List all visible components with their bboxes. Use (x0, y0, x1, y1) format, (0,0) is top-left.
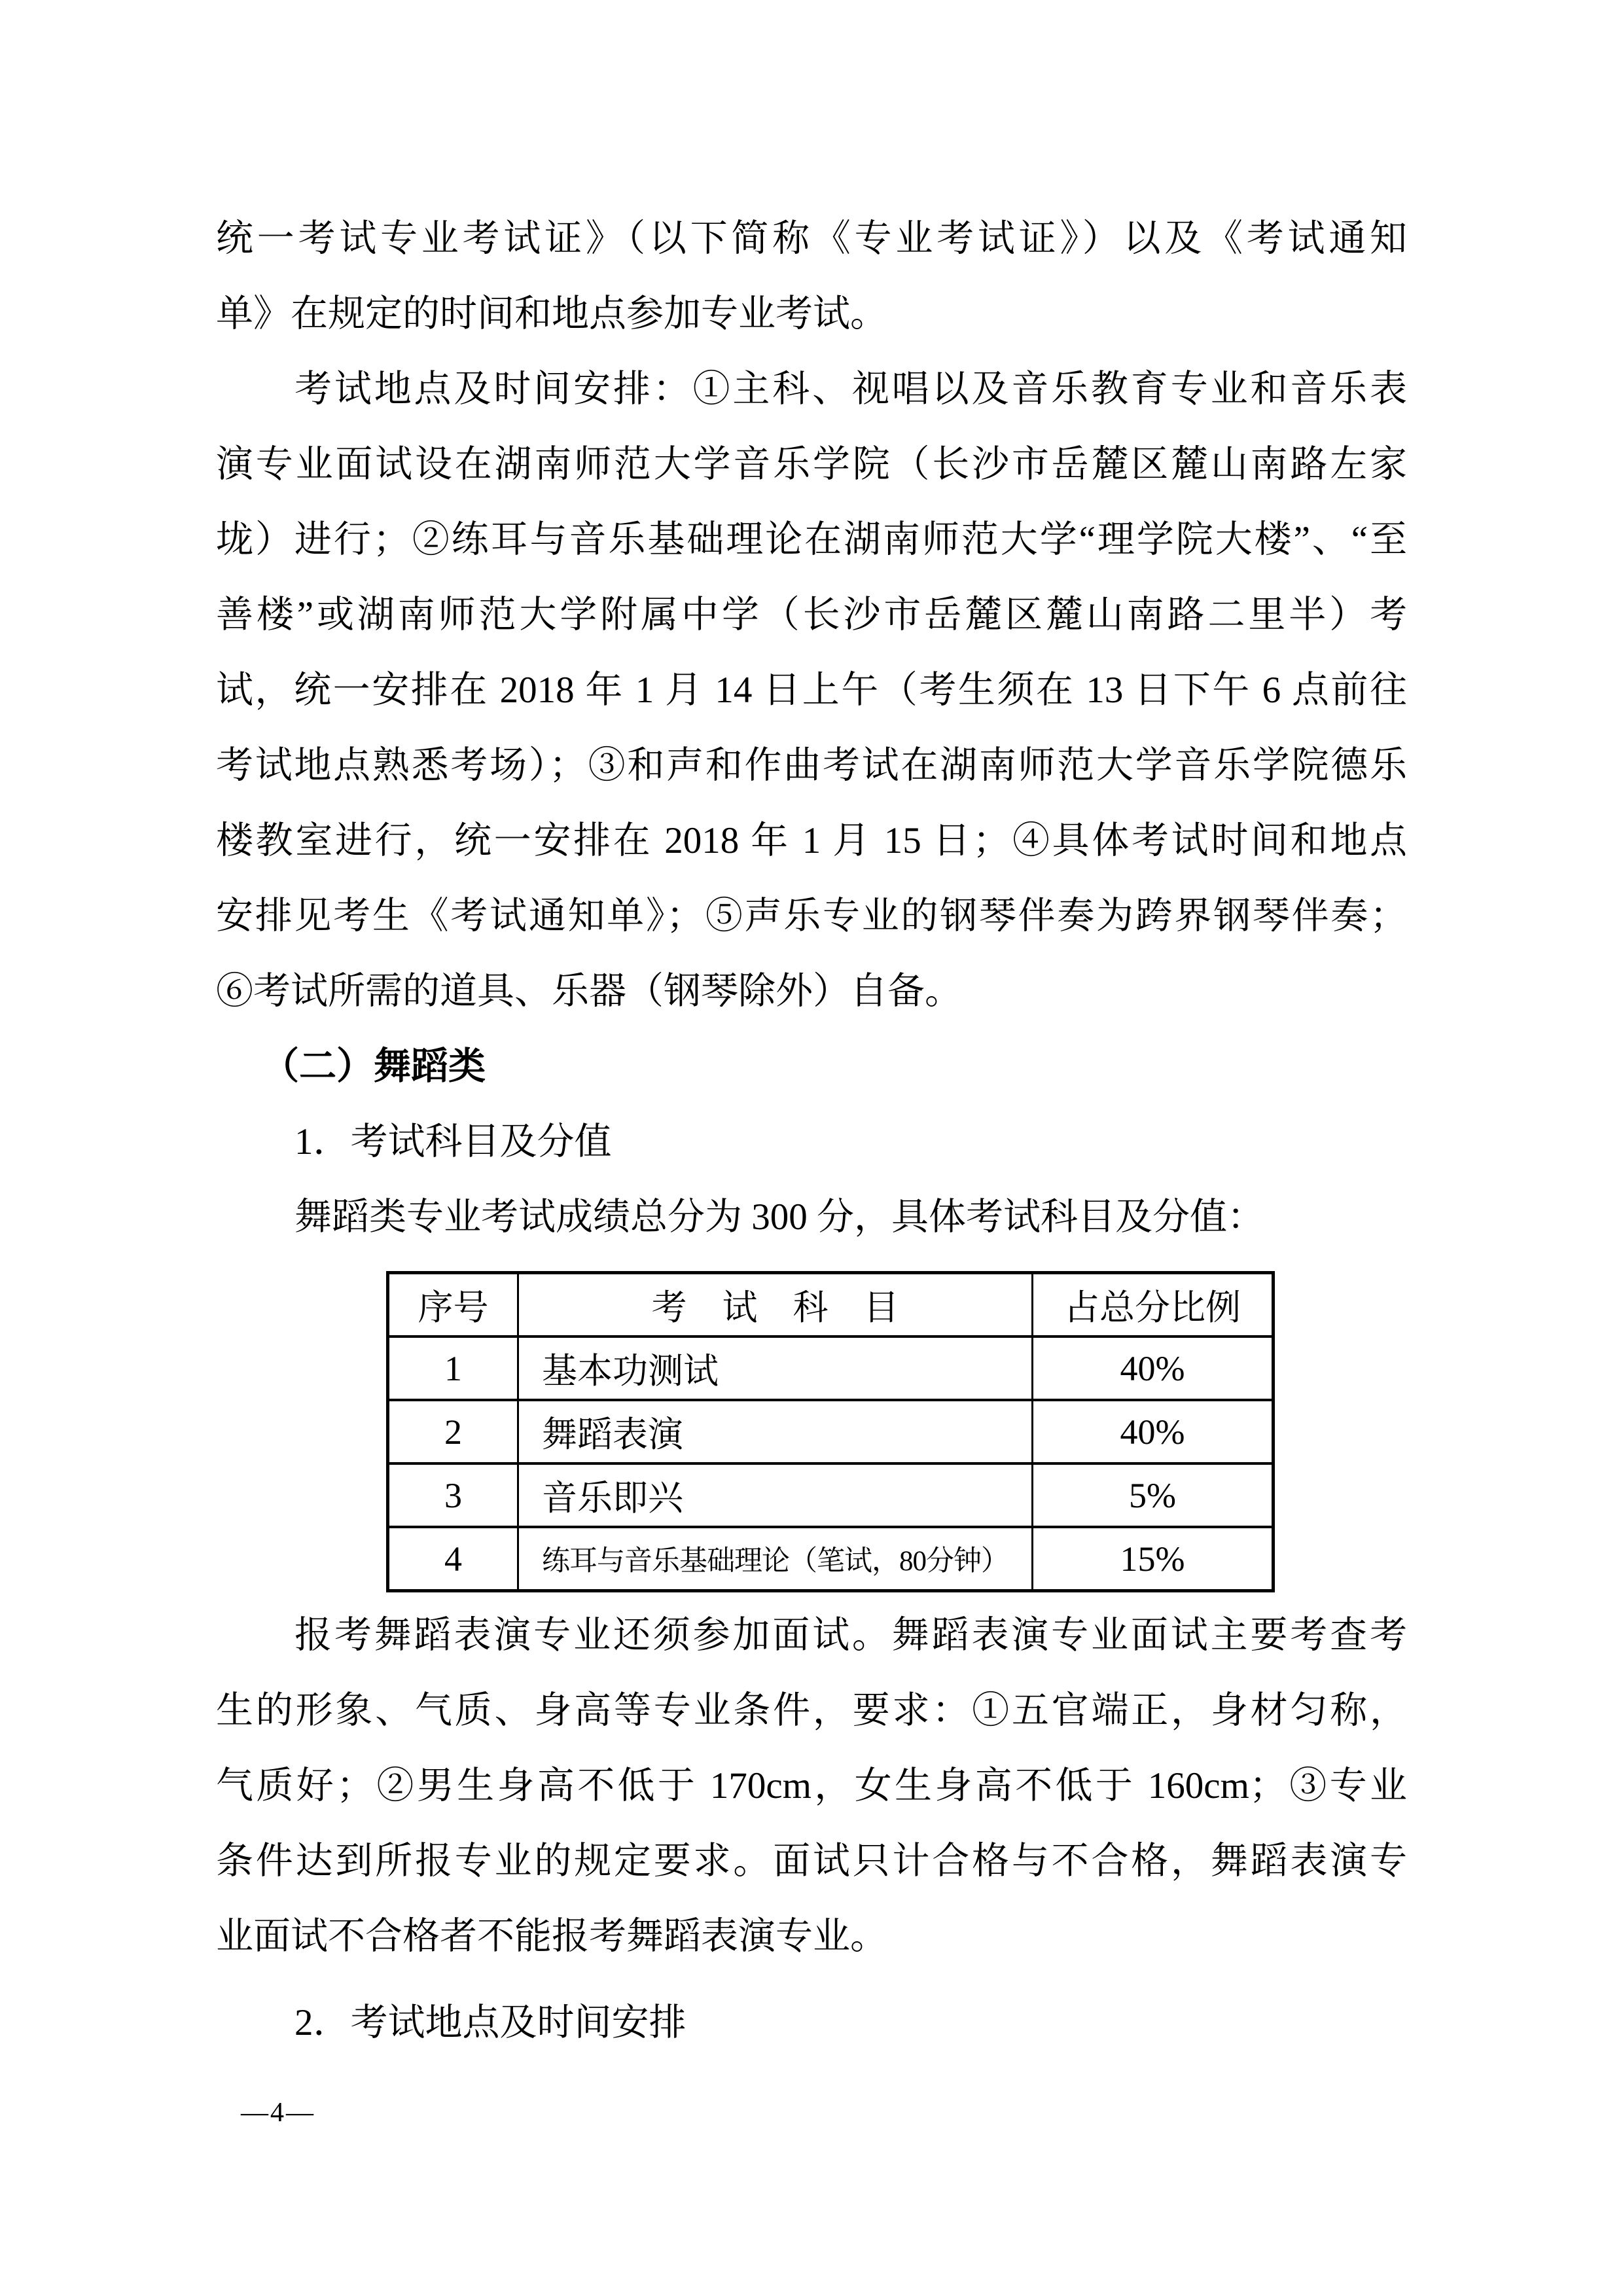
table-row (388, 1400, 1274, 1463)
document-body (216, 201, 1407, 2060)
cell-row2-ratio: 40% (1033, 1400, 1274, 1463)
text-line-5: 垅）进行；②练耳与音乐基础理论在湖南师范大学“理学院大楼”、“至 (216, 519, 1407, 560)
table-row (388, 1527, 1274, 1591)
text-line-17: 气质好；②男生身高不低于 170cm，女生身高不低于 160cm；③专业 (216, 1765, 1407, 1806)
score-table (386, 1271, 1275, 1592)
cell-row3-no: 3 (388, 1463, 518, 1527)
cell-row1-ratio: 40% (1033, 1336, 1274, 1400)
text-line-10: 安排见考生《考试通知单》；⑤声乐专业的钢琴伴奏为跨界钢琴伴奏； (216, 895, 1407, 937)
subheading-exam-subjects-scores: 1．考试科目及分值 (294, 1121, 612, 1162)
cell-row2-no: 2 (388, 1400, 518, 1463)
page-number: —4— (241, 2098, 315, 2128)
text-line-8: 考试地点熟悉考场）；③和声和作曲考试在湖南师范大学音乐学院德乐 (216, 745, 1407, 786)
cell-row4-ratio: 15% (1033, 1527, 1274, 1591)
column-header-ratio: 占总分比例 (1033, 1273, 1274, 1337)
column-header-no: 序号 (388, 1273, 518, 1337)
text-line-7: 试，统一安排在 2018 年 1 月 14 日上午（考生须在 13 日下午 6 点前往 (216, 670, 1407, 711)
cell-row4-subject: 练耳与音乐基础理论（笔试，80分钟） (518, 1527, 1033, 1591)
text-line-3: 考试地点及时间安排：①主科、视唱以及音乐教育专业和音乐表 (294, 368, 1407, 410)
section-heading-dance-category: （二）舞蹈类 (262, 1046, 486, 1087)
cell-row1-no: 1 (388, 1336, 518, 1400)
cell-row3-subject: 音乐即兴 (518, 1463, 1033, 1527)
cell-row3-ratio: 5% (1033, 1463, 1274, 1527)
text-line-18: 条件达到所报专业的规定要求。面试只计合格与不合格，舞蹈表演专 (216, 1840, 1407, 1882)
text-line-14: 舞蹈类专业考试成绩总分为 300 分，具体考试科目及分值： (294, 1196, 1264, 1238)
text-line-16: 生的形象、气质、身高等专业条件，要求：①五官端正，身材匀称， (216, 1690, 1407, 1731)
text-line-11: ⑥考试所需的道具、乐器（钢琴除外）自备。 (216, 971, 962, 1012)
score-table-header-row (388, 1273, 1274, 1337)
text-line-19: 业面试不合格者不能报考舞蹈表演专业。 (216, 1916, 887, 1957)
text-line-9: 楼教室进行，统一安排在 2018 年 1 月 15 日；④具体考试时间和地点 (216, 820, 1407, 861)
cell-row1-subject: 基本功测试 (518, 1336, 1033, 1400)
text-line-1: 统一考试专业考试证》（以下简称《专业考试证》）以及《考试通知 (216, 218, 1407, 259)
table-row (388, 1463, 1274, 1527)
text-line-6: 善楼”或湖南师范大学附属中学（长沙市岳麓区麓山南路二里半）考 (216, 594, 1407, 636)
subheading-exam-location-time: 2．考试地点及时间安排 (294, 2002, 687, 2043)
text-line-15: 报考舞蹈表演专业还须参加面试。舞蹈表演专业面试主要考查考 (294, 1615, 1407, 1656)
text-line-2: 单》在规定的时间和地点参加专业考试。 (216, 293, 887, 334)
column-header-subject: 考 试 科 目 (518, 1273, 1033, 1337)
table-row (388, 1336, 1274, 1400)
text-line-4: 演专业面试设在湖南师范大学音乐学院（长沙市岳麓区麓山南路左家 (216, 444, 1407, 485)
cell-row2-subject: 舞蹈表演 (518, 1400, 1033, 1463)
cell-row4-no: 4 (388, 1527, 518, 1591)
